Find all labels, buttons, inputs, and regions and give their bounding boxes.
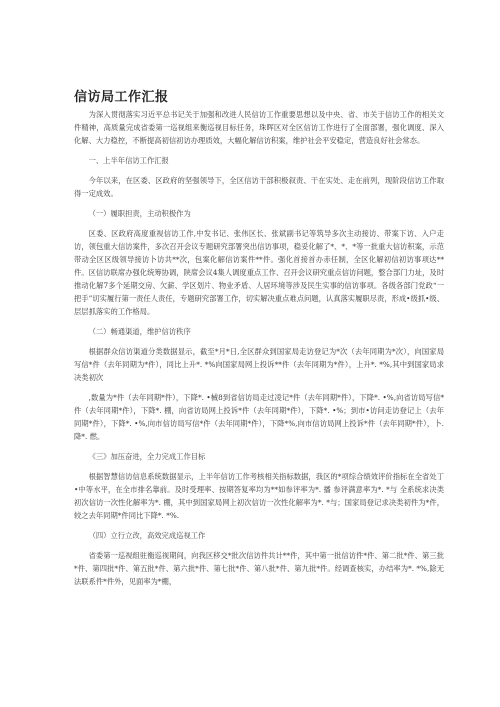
document-body xyxy=(74,108,444,595)
subsection-heading: （四）立行立改，高效完成巡视工作 xyxy=(88,531,206,540)
intro-paragraph: 为深入贯彻落实习近平总书记关于加强和改进人民信访工作重要思想以及中央、省、市关于信访工作的相关文件精神，高质量完成省委第一巡视组来衡巡视目标任务，珠晖区对全区信访工作进行了全面部署，强化调度、深入化解、大力稳控，不断提高初信初访办理质效，大幅化解信访积案，维护社会平安稳定，营造良好社会常态。 xyxy=(74,110,444,145)
paragraph: 区委、区政府高度重视信访工作,中发书记、张伟区长、张斌副书记等筑导多次主动接访、带案下访、入户走访，领包重大信访案件，多次召开会议专题研究部署突出信访事项，稳妥化解了*、*、*等一批重大信访积案，示范带动全区区级领导接访卜访共**次，包案化解信访案件**件。强化首接首办赤任制，全区化解初信初访事项达**件。区信访联席办强化统筹协调，陕席会议4集人调度重点工作、召开会议研究重点信访问题，整合部门力址，及时推动化解7多个延期交房、欠薪、学区划片、物业矛盾、人居环境等涉及民生实事的信访事项。各级各部门党政“一把手”切实履行第一责任人责任，专题研究部署工作，切实解决重点难点问题，认真落实履职尽责，形成•级抓•级、层层抓落实的工作格局。 xyxy=(74,229,444,316)
paragraph: ,数量为*件（去年同期*件），下降*. •械8到省信访局走过凌记*件（去年同期*件），下降*. •%,向省访局写信*件（去年同期*件），下降*. 棚，向省访局网上投诉*件（去年同期*件），下降*. •%；到市•访问走访登记上（去年同期*件），下降*. •%,向市信访局写信*件（去年同期*件），下降*%,向市信访局网上投诉*件（去年同期*件），卜. 降*. 燃。 xyxy=(74,393,444,441)
subsection-heading: 《三》加压奋进，全力完成工作目标 xyxy=(88,452,206,461)
document-title: 信访局工作汇报 xyxy=(74,90,169,105)
paragraph: 根据群众信访渠道分类数据显示，截至*月*日,全区群众到国家局走访登记为*次（去年同期为*次），向国家局写信*件（去年同期为*件），同比上升*. *%向国家局网上投诉**件（去年同期为*件），上升*. *%,其中到国家局求决类初次 xyxy=(74,347,444,382)
paragraph: 今年以来，在区委、区政府的坚强领导下，全区信访干部积极叙责、干在实处、走在前列，现阶段信访工作取得一定成效。 xyxy=(74,176,444,198)
paragraph: 根据智慧信访信息系统数据显示，上半年信访工作考核相关指标数据，我区的*项综合绩效评价指标在全省处丁•中等水平，在全市排名靠前。及时受理率、按期答复率均为**如参评率为*. 播 参评满意率为*. *与 全系统求决类初次信访一次性化解率为*. 棚，其中到国家局网上初次信访一次性化解率为*. *与；国家局登记求决类初件为*件，较之去年同期*件同比下降*. *%. xyxy=(74,472,444,520)
paragraph: 省委第一巡视组驻衡巡视期间，向我区移交*批次信访件共计**件，其中第一批信访件*件、第二批*件、第三批*件、第四批*件、第五批*件、第六批*件、第七批*件、第八批*件、第九批*件。经调查核实，办结率为*. *%,除无法联系件*件外，见面率为*棚， xyxy=(74,551,444,586)
subsection-heading: （二）畅通渠道，维护信访秩序 xyxy=(88,327,191,336)
section-heading: 一、上半年信访工作汇报 xyxy=(88,156,169,165)
subsection-heading: （一）履职担责，主动积极作为 xyxy=(88,209,191,218)
